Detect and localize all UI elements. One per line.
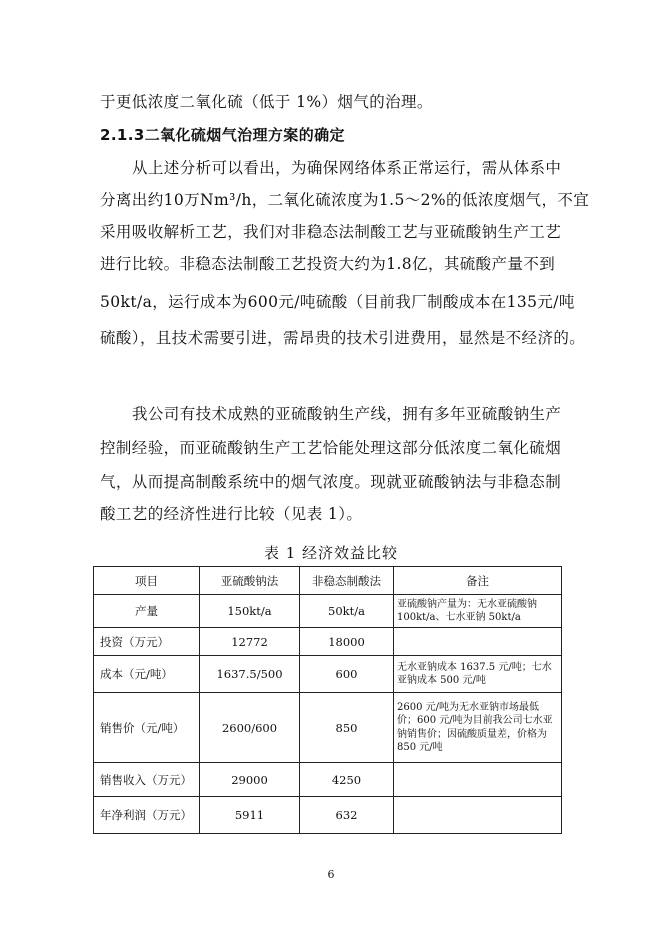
table-caption: 表 1 经济效益比较 [263, 544, 399, 562]
header-cell: 备注 [394, 567, 562, 595]
table-row [94, 763, 562, 797]
text-line: 从上述分析可以看出，为确保网络体系正常运行，需从体系中 [132, 159, 562, 177]
table-header-row [94, 567, 562, 595]
cell-note [394, 797, 562, 834]
cell-unsteady-acid: 18000 [300, 628, 394, 656]
cell-unsteady-acid: 4250 [300, 763, 394, 797]
text-line: 控制经验，而亚硫酸钠生产工艺恰能处理这部分低浓度二氧化硫烟 [100, 439, 562, 457]
cell-note: 无水亚钠成本 1637.5 元/吨；七水亚钠成本 500 元/吨 [394, 656, 562, 693]
text-line: 酸工艺的经济性进行比较（见表 1）。 [100, 505, 363, 523]
header-cell: 非稳态制酸法 [300, 567, 394, 595]
header-cell: 项目 [94, 567, 200, 595]
table-row [94, 656, 562, 693]
text-line: 分离出约10万Nm³/h，二氧化硫浓度为1.5～2%的低浓度烟气，不宜 [100, 191, 590, 209]
cell-note [394, 763, 562, 797]
table-row [94, 693, 562, 763]
cell-unsteady-acid: 850 [300, 693, 394, 763]
text-line: 采用吸收解析工艺，我们对非稳态法制酸工艺与亚硫酸钠生产工艺 [100, 223, 562, 241]
text-line: 进行比较。非稳态法制酸工艺投资大约为1.8亿，其硫酸产量不到 [100, 255, 556, 273]
cell-item: 产量 [94, 595, 200, 628]
text-line: 气，从而提高制酸系统中的烟气浓度。现就亚硫酸钠法与非稳态制 [100, 473, 562, 491]
cell-sodium-sulfite: 150kt/a [200, 595, 300, 628]
cell-item: 销售收入（万元） [94, 763, 200, 797]
cell-sodium-sulfite: 5911 [200, 797, 300, 834]
cell-note: 亚硫酸钠产量为：无水亚硫酸钠100kt/a、七水亚钠 50kt/a [394, 595, 562, 628]
header-cell: 亚硫酸钠法 [200, 567, 300, 595]
text-line: 我公司有技术成熟的亚硫酸钠生产线，拥有多年亚硫酸钠生产 [132, 405, 562, 423]
cell-unsteady-acid: 50kt/a [300, 595, 394, 628]
cell-item: 投资（万元） [94, 628, 200, 656]
cell-sodium-sulfite: 29000 [200, 763, 300, 797]
table-row [94, 797, 562, 834]
section-heading: 2.1.3二氧化硫烟气治理方案的确定 [100, 126, 345, 144]
cell-note: 2600 元/吨为无水亚钠市场最低价；600 元/吨为目前我公司七水亚钠销售价；因硫酸质量差，价格为 850 元/吨 [394, 693, 562, 763]
table-row [94, 628, 562, 656]
cell-note [394, 628, 562, 656]
cell-sodium-sulfite: 12772 [200, 628, 300, 656]
comparison-table [93, 566, 562, 834]
text-line: 硫酸），且技术需要引进，需昂贵的技术引进费用，显然是不经济的。 [100, 329, 586, 347]
cell-unsteady-acid: 632 [300, 797, 394, 834]
text-line: 于更低浓度二氧化硫（低于 1%）烟气的治理。 [100, 93, 433, 111]
cell-sodium-sulfite: 2600/600 [200, 693, 300, 763]
cell-unsteady-acid: 600 [300, 656, 394, 693]
cell-sodium-sulfite: 1637.5/500 [200, 656, 300, 693]
cell-item: 年净利润（万元） [94, 797, 200, 834]
table-row [94, 595, 562, 628]
cell-item: 成本（元/吨） [94, 656, 200, 693]
text-line: 50kt/a，运行成本为600元/吨硫酸（目前我厂制酸成本在135元/吨 [100, 293, 575, 311]
cell-item: 销售价（元/吨） [94, 693, 200, 763]
page-number: 6 [327, 868, 335, 881]
